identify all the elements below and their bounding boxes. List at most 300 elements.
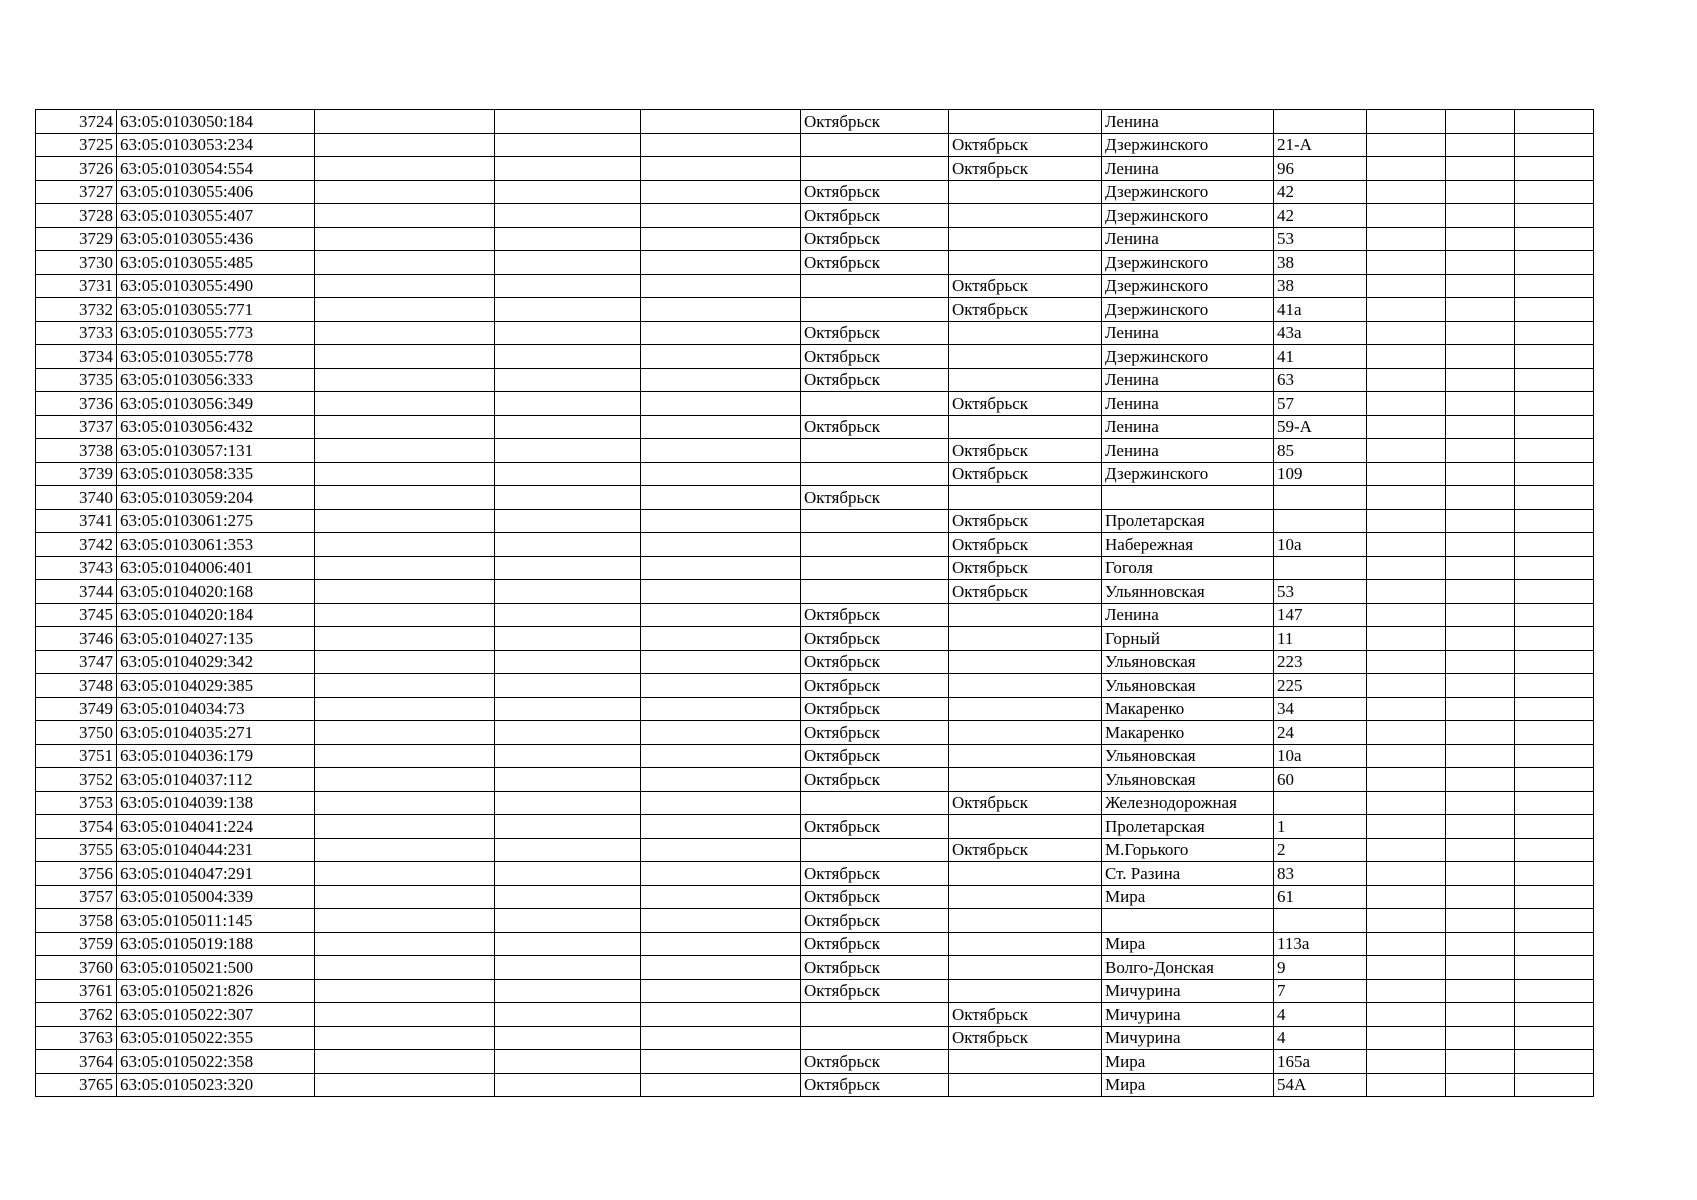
row-number-cell: 3733 [36,321,117,345]
empty-cell-c [641,674,801,698]
cadastral-number-cell: 63:05:0104047:291 [117,862,315,886]
empty-cell-g [1446,721,1515,745]
house-number-cell: 42 [1274,180,1367,204]
street-cell: Дзержинского [1102,345,1274,369]
empty-cell-h [1515,345,1594,369]
city-cell-secondary: Октябрьск [949,509,1102,533]
empty-cell-a [315,486,495,510]
table-row [36,932,1594,956]
street-cell: Ульяновская [1102,744,1274,768]
table-row [36,345,1594,369]
empty-cell-b [495,768,641,792]
empty-cell-f [1367,1050,1446,1074]
city-cell-secondary: Октябрьск [949,462,1102,486]
empty-cell-h [1515,462,1594,486]
table-row [36,180,1594,204]
city-cell-secondary [949,909,1102,933]
city-cell-primary: Октябрьск [801,909,949,933]
empty-cell-h [1515,815,1594,839]
empty-cell-g [1446,932,1515,956]
empty-cell-f [1367,697,1446,721]
empty-cell-h [1515,674,1594,698]
city-cell-primary: Октябрьск [801,815,949,839]
empty-cell-f [1367,674,1446,698]
city-cell-primary [801,133,949,157]
empty-cell-a [315,251,495,275]
empty-cell-g [1446,838,1515,862]
empty-cell-a [315,345,495,369]
house-number-cell: 10а [1274,744,1367,768]
cadastral-number-cell: 63:05:0103055:773 [117,321,315,345]
empty-cell-b [495,180,641,204]
empty-cell-g [1446,110,1515,134]
empty-cell-c [641,1050,801,1074]
empty-cell-c [641,110,801,134]
cadastral-number-cell: 63:05:0105019:188 [117,932,315,956]
city-cell-secondary [949,768,1102,792]
empty-cell-g [1446,979,1515,1003]
empty-cell-g [1446,509,1515,533]
row-number-cell: 3759 [36,932,117,956]
cadastral-number-cell: 63:05:0105021:500 [117,956,315,980]
row-number-cell: 3756 [36,862,117,886]
empty-cell-g [1446,1073,1515,1097]
empty-cell-a [315,133,495,157]
house-number-cell: 63 [1274,368,1367,392]
empty-cell-a [315,368,495,392]
city-cell-primary: Октябрьск [801,415,949,439]
empty-cell-c [641,556,801,580]
house-number-cell: 38 [1274,274,1367,298]
city-cell-secondary [949,204,1102,228]
cadastral-number-cell: 63:05:0104044:231 [117,838,315,862]
street-cell: Дзержинского [1102,180,1274,204]
empty-cell-f [1367,321,1446,345]
empty-cell-c [641,744,801,768]
house-number-cell: 96 [1274,157,1367,181]
city-cell-secondary [949,180,1102,204]
empty-cell-a [315,110,495,134]
empty-cell-c [641,580,801,604]
table-row [36,603,1594,627]
street-cell: Дзержинского [1102,462,1274,486]
empty-cell-g [1446,768,1515,792]
city-cell-secondary: Октябрьск [949,274,1102,298]
empty-cell-a [315,274,495,298]
cadastral-number-cell: 63:05:0103055:778 [117,345,315,369]
street-cell: Горный [1102,627,1274,651]
city-cell-primary [801,791,949,815]
row-number-cell: 3736 [36,392,117,416]
empty-cell-f [1367,603,1446,627]
cadastral-number-cell: 63:05:0103056:349 [117,392,315,416]
empty-cell-g [1446,439,1515,463]
cadastral-number-cell: 63:05:0103054:554 [117,157,315,181]
empty-cell-f [1367,415,1446,439]
empty-cell-f [1367,509,1446,533]
empty-cell-b [495,1026,641,1050]
cadastral-number-cell: 63:05:0104029:342 [117,650,315,674]
cadastral-number-cell: 63:05:0104027:135 [117,627,315,651]
empty-cell-h [1515,157,1594,181]
empty-cell-b [495,345,641,369]
empty-cell-b [495,533,641,557]
empty-cell-b [495,956,641,980]
table-row [36,650,1594,674]
street-cell: Мира [1102,1050,1274,1074]
house-number-cell: 1 [1274,815,1367,839]
empty-cell-h [1515,862,1594,886]
empty-cell-g [1446,1003,1515,1027]
city-cell-secondary [949,321,1102,345]
cadastral-number-cell: 63:05:0103061:353 [117,533,315,557]
empty-cell-h [1515,956,1594,980]
empty-cell-h [1515,298,1594,322]
cadastral-number-cell: 63:05:0103057:131 [117,439,315,463]
empty-cell-g [1446,133,1515,157]
empty-cell-g [1446,533,1515,557]
empty-cell-h [1515,768,1594,792]
city-cell-primary: Октябрьск [801,674,949,698]
empty-cell-g [1446,180,1515,204]
empty-cell-b [495,838,641,862]
empty-cell-c [641,862,801,886]
city-cell-secondary [949,345,1102,369]
house-number-cell: 34 [1274,697,1367,721]
city-cell-primary [801,298,949,322]
row-number-cell: 3737 [36,415,117,439]
empty-cell-g [1446,674,1515,698]
empty-cell-g [1446,956,1515,980]
empty-cell-f [1367,627,1446,651]
city-cell-primary: Октябрьск [801,885,949,909]
empty-cell-c [641,180,801,204]
street-cell: Набережная [1102,533,1274,557]
empty-cell-h [1515,627,1594,651]
city-cell-primary: Октябрьск [801,345,949,369]
street-cell: Ленина [1102,603,1274,627]
empty-cell-h [1515,791,1594,815]
empty-cell-a [315,932,495,956]
street-cell: Макаренко [1102,721,1274,745]
cadastral-number-cell: 63:05:0104037:112 [117,768,315,792]
city-cell-secondary [949,650,1102,674]
city-cell-secondary [949,932,1102,956]
empty-cell-f [1367,862,1446,886]
empty-cell-h [1515,368,1594,392]
city-cell-primary [801,462,949,486]
cadastral-number-cell: 63:05:0104036:179 [117,744,315,768]
house-number-cell: 147 [1274,603,1367,627]
house-number-cell [1274,509,1367,533]
empty-cell-c [641,227,801,251]
empty-cell-g [1446,744,1515,768]
empty-cell-b [495,791,641,815]
empty-cell-f [1367,345,1446,369]
empty-cell-g [1446,909,1515,933]
empty-cell-b [495,603,641,627]
city-cell-secondary [949,368,1102,392]
empty-cell-h [1515,744,1594,768]
house-number-cell: 9 [1274,956,1367,980]
empty-cell-c [641,932,801,956]
table-row [36,251,1594,275]
empty-cell-c [641,439,801,463]
street-cell: Пролетарская [1102,509,1274,533]
house-number-cell [1274,486,1367,510]
table-row [36,157,1594,181]
empty-cell-g [1446,556,1515,580]
house-number-cell [1274,909,1367,933]
city-cell-secondary [949,110,1102,134]
table-row [36,110,1594,134]
table-row [36,533,1594,557]
empty-cell-f [1367,462,1446,486]
street-cell [1102,909,1274,933]
cadastral-number-cell: 63:05:0103055:407 [117,204,315,228]
house-number-cell: 165а [1274,1050,1367,1074]
street-cell: Пролетарская [1102,815,1274,839]
empty-cell-g [1446,650,1515,674]
street-cell: Дзержинского [1102,133,1274,157]
empty-cell-b [495,509,641,533]
table-row [36,674,1594,698]
empty-cell-a [315,697,495,721]
empty-cell-h [1515,603,1594,627]
empty-cell-g [1446,251,1515,275]
house-number-cell: 7 [1274,979,1367,1003]
city-cell-primary: Октябрьск [801,204,949,228]
cadastral-number-cell: 63:05:0105022:358 [117,1050,315,1074]
table-row [36,580,1594,604]
empty-cell-a [315,815,495,839]
cadastral-number-cell: 63:05:0104006:401 [117,556,315,580]
empty-cell-a [315,298,495,322]
table-row [36,791,1594,815]
cadastral-number-cell: 63:05:0104034:73 [117,697,315,721]
empty-cell-b [495,909,641,933]
city-cell-secondary: Октябрьск [949,298,1102,322]
city-cell-secondary: Октябрьск [949,157,1102,181]
empty-cell-f [1367,439,1446,463]
empty-cell-b [495,110,641,134]
cadastral-number-cell: 63:05:0103055:490 [117,274,315,298]
empty-cell-f [1367,227,1446,251]
cadastral-number-cell: 63:05:0105023:320 [117,1073,315,1097]
empty-cell-h [1515,650,1594,674]
table-row [36,321,1594,345]
empty-cell-h [1515,392,1594,416]
row-number-cell: 3735 [36,368,117,392]
empty-cell-g [1446,298,1515,322]
city-cell-primary [801,838,949,862]
house-number-cell: 223 [1274,650,1367,674]
row-number-cell: 3757 [36,885,117,909]
empty-cell-c [641,697,801,721]
street-cell: Дзержинского [1102,274,1274,298]
table-row [36,815,1594,839]
empty-cell-c [641,321,801,345]
empty-cell-c [641,274,801,298]
empty-cell-c [641,815,801,839]
city-cell-secondary: Октябрьск [949,392,1102,416]
empty-cell-b [495,627,641,651]
empty-cell-b [495,885,641,909]
city-cell-primary: Октябрьск [801,110,949,134]
city-cell-secondary [949,415,1102,439]
empty-cell-h [1515,321,1594,345]
empty-cell-f [1367,768,1446,792]
table-row [36,885,1594,909]
empty-cell-g [1446,580,1515,604]
empty-cell-b [495,674,641,698]
house-number-cell: 60 [1274,768,1367,792]
table-row [36,768,1594,792]
empty-cell-g [1446,1026,1515,1050]
empty-cell-b [495,556,641,580]
row-number-cell: 3750 [36,721,117,745]
street-cell: Мира [1102,1073,1274,1097]
city-cell-primary [801,1003,949,1027]
table-row [36,509,1594,533]
empty-cell-b [495,580,641,604]
row-number-cell: 3763 [36,1026,117,1050]
row-number-cell: 3752 [36,768,117,792]
cadastral-number-cell: 63:05:0103059:204 [117,486,315,510]
table-row [36,1026,1594,1050]
table-row [36,744,1594,768]
cadastral-number-cell: 63:05:0103061:275 [117,509,315,533]
empty-cell-b [495,721,641,745]
empty-cell-a [315,627,495,651]
row-number-cell: 3740 [36,486,117,510]
row-number-cell: 3751 [36,744,117,768]
row-number-cell: 3755 [36,838,117,862]
city-cell-primary: Октябрьск [801,650,949,674]
empty-cell-g [1446,392,1515,416]
empty-cell-h [1515,1026,1594,1050]
city-cell-primary: Октябрьск [801,932,949,956]
empty-cell-c [641,979,801,1003]
empty-cell-g [1446,815,1515,839]
empty-cell-a [315,650,495,674]
table-row [36,979,1594,1003]
row-number-cell: 3741 [36,509,117,533]
house-number-cell [1274,556,1367,580]
street-cell: Дзержинского [1102,251,1274,275]
row-number-cell: 3734 [36,345,117,369]
table-row [36,462,1594,486]
city-cell-secondary [949,885,1102,909]
street-cell: Ульяновская [1102,650,1274,674]
empty-cell-h [1515,133,1594,157]
table-row [36,1003,1594,1027]
empty-cell-b [495,697,641,721]
city-cell-secondary [949,721,1102,745]
city-cell-primary: Октябрьск [801,321,949,345]
city-cell-primary: Октябрьск [801,979,949,1003]
empty-cell-f [1367,838,1446,862]
city-cell-primary [801,556,949,580]
city-cell-primary: Октябрьск [801,1050,949,1074]
city-cell-secondary: Октябрьск [949,556,1102,580]
empty-cell-b [495,204,641,228]
house-number-cell: 59-А [1274,415,1367,439]
table-row [36,909,1594,933]
empty-cell-c [641,368,801,392]
city-cell-primary: Октябрьск [801,744,949,768]
empty-cell-c [641,133,801,157]
table-row [36,298,1594,322]
row-number-cell: 3762 [36,1003,117,1027]
empty-cell-g [1446,486,1515,510]
cadastral-number-cell: 63:05:0103055:771 [117,298,315,322]
empty-cell-g [1446,321,1515,345]
cadastral-number-cell: 63:05:0103058:335 [117,462,315,486]
empty-cell-c [641,838,801,862]
street-cell: Волго-Донская [1102,956,1274,980]
house-number-cell: 113а [1274,932,1367,956]
table-row [36,227,1594,251]
city-cell-secondary [949,1050,1102,1074]
house-number-cell: 54А [1274,1073,1367,1097]
city-cell-secondary [949,697,1102,721]
city-cell-secondary [949,603,1102,627]
empty-cell-a [315,768,495,792]
empty-cell-f [1367,1073,1446,1097]
empty-cell-h [1515,909,1594,933]
empty-cell-b [495,298,641,322]
empty-cell-h [1515,533,1594,557]
empty-cell-g [1446,368,1515,392]
empty-cell-h [1515,509,1594,533]
city-cell-primary: Октябрьск [801,627,949,651]
empty-cell-f [1367,815,1446,839]
house-number-cell: 41а [1274,298,1367,322]
street-cell: Ульяновская [1102,674,1274,698]
empty-cell-f [1367,392,1446,416]
street-cell: М.Горького [1102,838,1274,862]
empty-cell-a [315,392,495,416]
row-number-cell: 3744 [36,580,117,604]
street-cell: Ленина [1102,227,1274,251]
empty-cell-f [1367,533,1446,557]
city-cell-secondary [949,251,1102,275]
empty-cell-f [1367,909,1446,933]
empty-cell-b [495,1050,641,1074]
empty-cell-a [315,462,495,486]
empty-cell-f [1367,1026,1446,1050]
empty-cell-a [315,1050,495,1074]
row-number-cell: 3731 [36,274,117,298]
street-cell: Мира [1102,885,1274,909]
empty-cell-h [1515,486,1594,510]
house-number-cell: 10а [1274,533,1367,557]
empty-cell-h [1515,838,1594,862]
empty-cell-c [641,204,801,228]
cadastral-number-cell: 63:05:0103056:333 [117,368,315,392]
empty-cell-b [495,392,641,416]
row-number-cell: 3738 [36,439,117,463]
empty-cell-b [495,274,641,298]
cadastral-number-cell: 63:05:0104035:271 [117,721,315,745]
street-cell: Мира [1102,932,1274,956]
house-number-cell: 4 [1274,1026,1367,1050]
cadastral-number-cell: 63:05:0104020:168 [117,580,315,604]
city-cell-primary: Октябрьск [801,368,949,392]
row-number-cell: 3742 [36,533,117,557]
table-row [36,627,1594,651]
